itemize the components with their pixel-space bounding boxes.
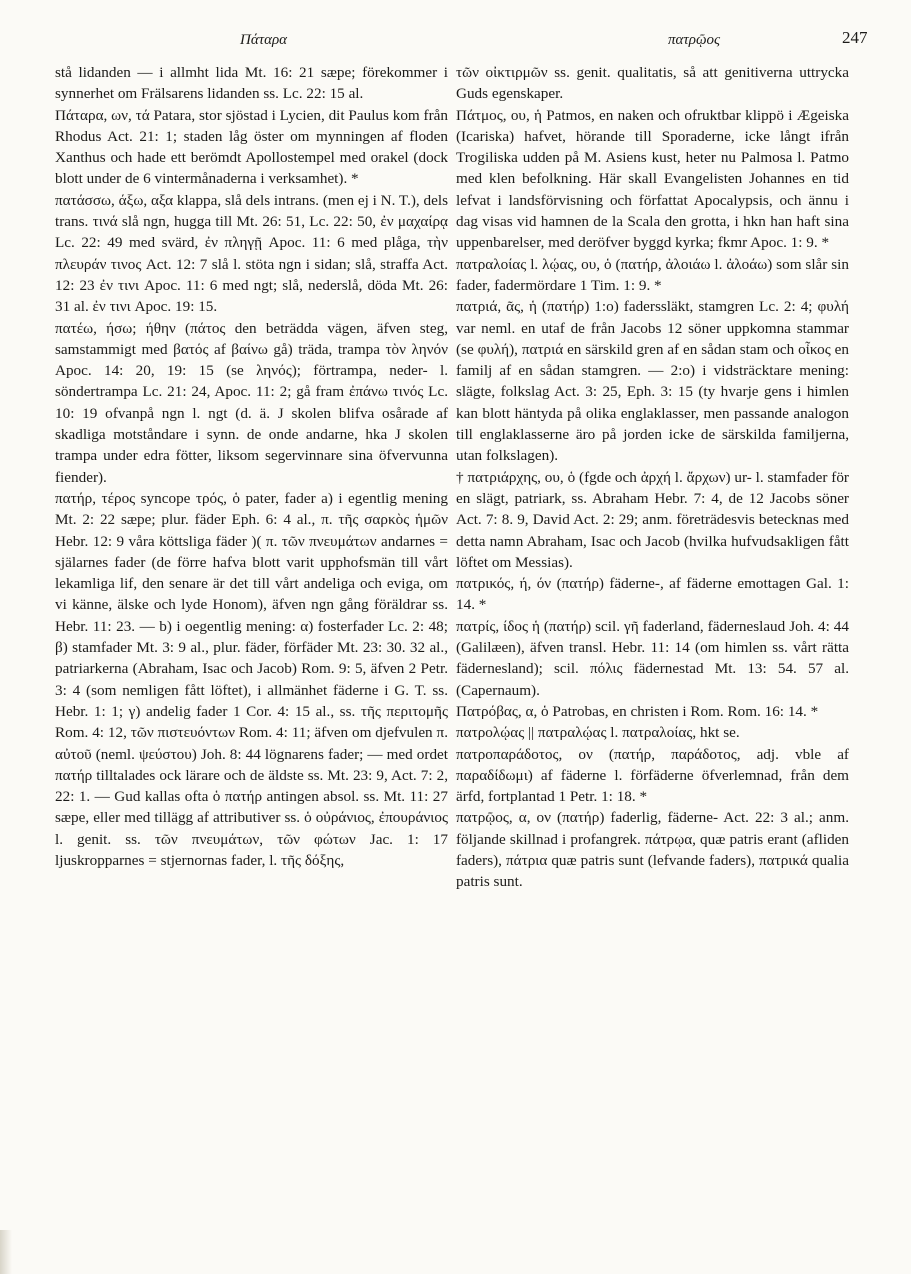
running-header bbox=[0, 28, 911, 52]
entry-patrobas: Πατρόβας, α, ὁ Patrobas, en christen i Rom. Rom. 16: 14. * bbox=[456, 702, 819, 720]
entry-pater-continued: τῶν οἰκτιρμῶν ss. genit. qualitatis, så att genitiverna uttrycka Guds egenskaper. bbox=[456, 64, 849, 103]
entry-paschein-continued: stå lidanden — i allmht lida Mt. 16: 21 sæpe; förekommer i synnerhet om Frälsarens lidanden ss. Lc. 22: 15 al. bbox=[55, 64, 448, 103]
entry-patara: Πάταρα, ων, τά Patara, stor sjöstad i Lycien, dit Paulus kom från Rhodus Act. 21: 1; staden låg öster om mynningen af floden Xanthus och hade ett berömdt Apollostempel med orakel (dock blott under de 6 vintermånaderna i verksamhet). * bbox=[55, 106, 448, 188]
entry-pater: πατήρ, τέρος syncope τρός, ὁ pater, fader a) i egentlig mening Mt. 2: 22 sæpe; plur. fäder Eph. 6: 4 al., π. τῆς σαρκὸς ἡμῶν Hebr. 12: 9 våra köttsliga fäder )( π. τῶν πνευμάτων andarnes = själarnes fader (de förre hafva blott varit upphofsmän till vårt lekamliga lif, den senare är det till vårt andeliga och eviga, om vi känne, älske och lyde Honom), äfven ngn gång föräldrar ss. Hebr. 11: 23. — b) i oegentlig mening: α) fosterfader Lc. 2: 48; β) stamfader Mt. 3: 9 al., plur. fäder, förfäder Mt. 23: 30. 32 al., patriarkerna (Abraham, Isac och Jacob) Rom. 9: 5, äfven 2 Petr. 3: 4 (som nemligen fått löftet), i allmänhet fäderne i G. T. ss. Hebr. 1: 1; γ) andelig fader 1 Cor. 4: 15 al., ss. τῆς περιτομῆς Rom. 4: 12, τῶν πιστευόντων Rom. 4: 11; äfven om djefvulen π. αὐτοῦ (neml. ψεύστου) Joh. 8: 44 lögnarens fader; — med ordet πατήρ tilltalades ock lärare och de äldste ss. Mt. 23: 9, Act. 7: 2, 22: 1. — Gud kallas ofta ὁ πατήρ antingen absol. ss. Mt. 11: 27 sæpe, eller med tillägg af attributiver ss. ὁ οὐράνιος, ἐπουράνιος l. genit. ss. τῶν πνευμάτων, τῶν φώτων Jac. 1: 17 ljuskropparnes = stjernornas fader, l. τῆς δόξης, bbox=[55, 489, 448, 869]
page-number: 247 bbox=[842, 28, 868, 47]
entry-patria: πατριά, ᾶς, ἡ (πατήρ) 1:o) faderssläkt, stamgren Lc. 2: 4; φυλή var neml. en utaf de från Jacobs 12 söner uppkomna stammar (se φυλή), πατριά en särskild gren af en sådan stam och οἶκος en familj af en sådan stamgren. — 2:o) i vidsträcktare mening: slägte, folkslag Act. 3: 25, Eph. 3: 15 (ty hvarje gens i himlen kan blott häntyda på olika englaklasser, men passande analogon till englaklasserne äro på jorden icke de särskilda familjerna, utan folkslagen). bbox=[456, 298, 849, 465]
left-running-head: Πάταρα bbox=[240, 32, 288, 48]
entry-patroparadotos: πατροπαράδοτος, ον (πατήρ, παράδοτος, adj. vble af παραδίδωμι) af fäderne l. förfäderne öfverlemnad, från dem ärfd, fortplantad 1 Petr. 1: 18. * bbox=[456, 745, 849, 806]
entry-patrikos: πατρικός, ή, όν (πατήρ) fäderne-, af fäderne emottagen Gal. 1: 14. * bbox=[456, 575, 849, 614]
entry-patroos: πατρῷος, α, ον (πατήρ) faderlig, fäderne- Act. 22: 3 al.; anm. följande skillnad i profangrek. πάτρῳα, quæ patris erant (afliden faders), πάτρια quæ patris sunt (lefvande faders), πατρικά qualia patris sunt. bbox=[456, 809, 849, 891]
entry-patroloas: πατρολῴας || πατραλῴας l. πατραλοίας, hkt se. bbox=[456, 724, 740, 742]
right-running-head: πατρῷος bbox=[668, 32, 721, 48]
entry-patraloias: πατραλοίας l. λῴας, ου, ὁ (πατήρ, ἀλοιάω l. ἀλοάω) som slår sin fader, fadermördare 1 Tim. 1: 9. * bbox=[456, 255, 849, 294]
left-column bbox=[55, 62, 448, 871]
entry-patris: πατρίς, ίδος ἡ (πατήρ) scil. γῆ faderland, fäderneslaud Joh. 4: 44 (Galilæen), äfven transl. Hebr. 11: 14 (om himlen ss. vårt rätta fädernesland); scil. πόλις fädernestad Mt. 13: 54. 57 al. (Capernaum). bbox=[456, 617, 849, 699]
entry-patriarches: † πατριάρχης, ου, ὁ (fgde och ἀρχή l. ἄρχων) ur- l. stamfader för en slägt, patriark, ss. Abraham Hebr. 7: 4, de 12 Jacobs söner Act. 7: 8. 9, David Act. 2: 29; anm. företrädesvis betecknas med detta namn Abraham, Isac och Jacob (hvilka hufvudsakligen fått löftet om Messias). bbox=[456, 468, 849, 571]
entry-patmos: Πάτμος, ου, ἡ Patmos, en naken och ofruktbar klippö i Ægeiska (Icariska) hafvet, hörande till Sporaderne, icke långt ifrån Trogiliska udden på M. Asiens kust, heter nu Palmosa l. Patmo med klen befolkning. Här skall Evangelisten Johannes en tid lefvat i landsförvisning och författat Apocalypsis, och ännu i dag visas vid hamnen de la Scala den grotta, i hkn han haft sina uppenbarelser, med deröfver byggd kyrka; fkmr Apoc. 1: 9. * bbox=[456, 106, 849, 252]
entry-patasso: πατάσσω, άξω, αξα klappa, slå dels intrans. (men ej i N. T.), dels trans. τινά slå ngn, hugga till Mt. 26: 51, Lc. 22: 50, ἐν μαχαίρᾳ Lc. 22: 49 med svärd, ἐν πληγῇ Apoc. 11: 6 med plåga, τὴν πλευράν τινος Act. 12: 7 slå l. stöta ngn i sidan; slå, straffa Act. 12: 23 ἐν τινι Apoc. 11: 6 med ngt; slå, nederslå, döda Mt. 26: 31 al. ἐν τινι Apoc. 19: 15. bbox=[55, 191, 448, 316]
entry-pateo: πατέω, ήσω; ήθην (πάτος den beträdda vägen, äfven steg, samstammigt med βατός af βαίνω gå) träda, trampa τὸν ληνόν Apoc. 14: 20, 19: 15 (se ληνός); förtrampa, neder- l. söndertrampa Lc. 21: 24, Apoc. 11: 2; gå fram ἐπάνω τινός Lc. 10: 19 ofvanpå ngn l. ngt (d. ä. J skolen blifva osårade af skadliga motståndare i synn. de onde andarne, hka J skolen trampa under edra fötter, liksom segervinnare sina öfvervunna fiender). bbox=[55, 319, 448, 486]
right-column bbox=[456, 62, 849, 893]
page-edge-shadow bbox=[0, 1230, 12, 1274]
